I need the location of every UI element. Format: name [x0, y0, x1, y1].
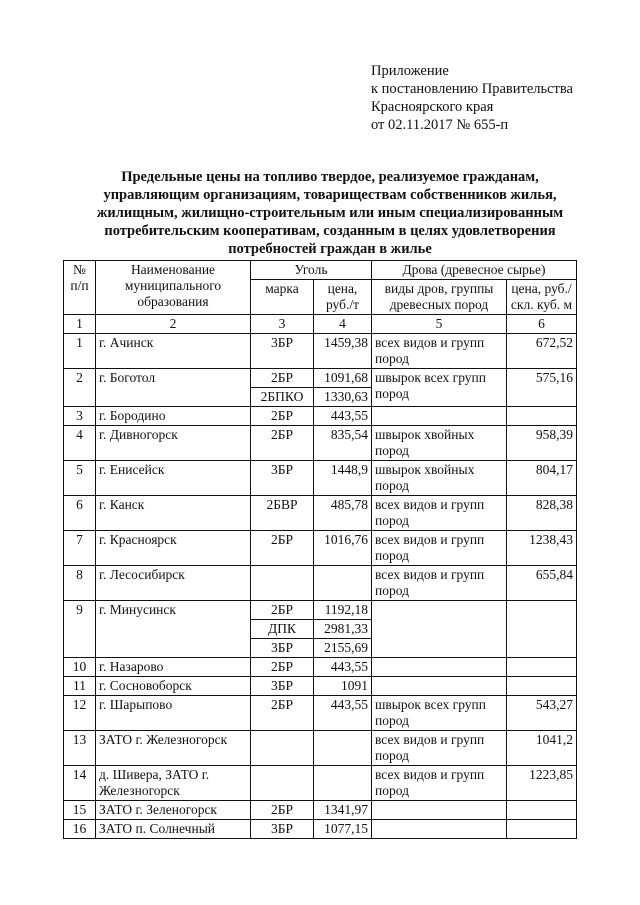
table-row — [64, 407, 577, 426]
coal-brand — [251, 566, 314, 601]
document-title — [60, 168, 600, 258]
table-row — [64, 766, 577, 801]
title-line: управляющим организациям, товариществам собственников жилья, — [103, 187, 557, 203]
wood-price — [507, 801, 577, 820]
wood-price: 575,16 — [507, 369, 577, 407]
table-row — [64, 820, 577, 839]
title-line: Предельные цены на топливо твердое, реализуемое гражданам, — [121, 169, 539, 185]
wood-price — [507, 658, 577, 677]
table-row — [64, 677, 577, 696]
coal-brand: 2БР — [251, 801, 314, 820]
row-number: 2 — [64, 369, 96, 407]
header-firewood: Дрова (древесное сырье) — [372, 261, 577, 280]
price-table — [63, 260, 577, 839]
coal-brand: 3БР — [251, 639, 314, 658]
row-number: 8 — [64, 566, 96, 601]
table-row — [64, 696, 577, 731]
wood-types: всех видов и групп пород — [372, 334, 507, 369]
wood-price — [507, 677, 577, 696]
coal-price: 443,55 — [314, 658, 372, 677]
wood-price: 543,27 — [507, 696, 577, 731]
municipality-name: ЗАТО г. Железногорск — [96, 731, 251, 766]
wood-types — [372, 407, 507, 426]
coal-brand: 3БР — [251, 677, 314, 696]
appendix-block — [371, 62, 631, 134]
row-number: 13 — [64, 731, 96, 766]
table-row — [64, 369, 577, 388]
coal-brand: 3БР — [251, 334, 314, 369]
municipality-name: д. Шивера, ЗАТО г. Железногорск — [96, 766, 251, 801]
wood-types — [372, 801, 507, 820]
municipality-name: г. Ачинск — [96, 334, 251, 369]
table-row — [64, 334, 577, 369]
row-number: 3 — [64, 407, 96, 426]
wood-types: всех видов и групп пород — [372, 531, 507, 566]
coal-price: 2981,33 — [314, 620, 372, 639]
wood-price: 1238,43 — [507, 531, 577, 566]
column-number: 4 — [314, 315, 372, 334]
municipality-name: г. Дивногорск — [96, 426, 251, 461]
coal-brand: 2БР — [251, 369, 314, 388]
header-name: Наименование муниципального образования — [96, 261, 251, 315]
wood-types: швырок всех групп пород — [372, 369, 507, 407]
municipality-name: г. Лесосибирск — [96, 566, 251, 601]
wood-types: швырок всех групп пород — [372, 696, 507, 731]
table-row — [64, 801, 577, 820]
wood-price — [507, 407, 577, 426]
row-number: 10 — [64, 658, 96, 677]
row-number: 12 — [64, 696, 96, 731]
coal-price: 1077,15 — [314, 820, 372, 839]
appendix-line: от 02.11.2017 № 655-п — [371, 117, 509, 133]
row-number: 11 — [64, 677, 96, 696]
coal-brand: 2БР — [251, 658, 314, 677]
municipality-name: ЗАТО п. Солнечный — [96, 820, 251, 839]
table-row — [64, 566, 577, 601]
coal-brand: 3БР — [251, 820, 314, 839]
coal-price: 1192,18 — [314, 601, 372, 620]
coal-price: 1091 — [314, 677, 372, 696]
municipality-name: ЗАТО г. Зеленогорск — [96, 801, 251, 820]
column-number: 1 — [64, 315, 96, 334]
coal-brand: 2БР — [251, 531, 314, 566]
table-row — [64, 731, 577, 766]
coal-brand — [251, 731, 314, 766]
table-row — [64, 426, 577, 461]
row-number: 5 — [64, 461, 96, 496]
wood-price: 828,38 — [507, 496, 577, 531]
coal-brand: ДПК — [251, 620, 314, 639]
column-number: 6 — [507, 315, 577, 334]
coal-price — [314, 731, 372, 766]
table-row — [64, 461, 577, 496]
wood-types: всех видов и групп пород — [372, 766, 507, 801]
coal-price: 1459,38 — [314, 334, 372, 369]
header-coal: Уголь — [251, 261, 372, 280]
wood-types: всех видов и групп пород — [372, 731, 507, 766]
municipality-name: г. Назарово — [96, 658, 251, 677]
wood-types — [372, 658, 507, 677]
coal-brand: 2БР — [251, 601, 314, 620]
municipality-name: г. Енисейск — [96, 461, 251, 496]
wood-price: 655,84 — [507, 566, 577, 601]
table-row — [64, 658, 577, 677]
table-row — [64, 601, 577, 620]
coal-price — [314, 566, 372, 601]
municipality-name: г. Боготол — [96, 369, 251, 407]
wood-price — [507, 601, 577, 658]
row-number: 15 — [64, 801, 96, 820]
coal-price: 1091,68 — [314, 369, 372, 388]
coal-price: 835,54 — [314, 426, 372, 461]
header-coal-brand: марка — [251, 280, 314, 315]
wood-price — [507, 820, 577, 839]
wood-types — [372, 820, 507, 839]
coal-brand: 2БВР — [251, 496, 314, 531]
wood-price: 672,52 — [507, 334, 577, 369]
municipality-name: г. Минусинск — [96, 601, 251, 658]
municipality-name: г. Шарыпово — [96, 696, 251, 731]
municipality-name: г. Канск — [96, 496, 251, 531]
coal-price: 1016,76 — [314, 531, 372, 566]
column-number-row — [64, 315, 577, 334]
table-row — [64, 531, 577, 566]
appendix-line: Приложение — [371, 63, 449, 79]
column-number: 5 — [372, 315, 507, 334]
wood-types: швырок хвойных пород — [372, 461, 507, 496]
header-wood-price: цена, руб./скл. куб. м — [507, 280, 577, 315]
wood-price: 1041,2 — [507, 731, 577, 766]
table-row — [64, 496, 577, 531]
wood-types — [372, 677, 507, 696]
coal-price: 1330,63 — [314, 388, 372, 407]
municipality-name: г. Бородино — [96, 407, 251, 426]
title-line: потребительским кооперативам, созданным в целях удовлетворения — [104, 223, 556, 239]
appendix-line: Красноярского края — [371, 99, 494, 115]
header-wood-types: виды дров, группы древесных пород — [372, 280, 507, 315]
row-number: 16 — [64, 820, 96, 839]
coal-brand: 2БПКО — [251, 388, 314, 407]
row-number: 14 — [64, 766, 96, 801]
municipality-name: г. Красноярск — [96, 531, 251, 566]
wood-price: 958,39 — [507, 426, 577, 461]
row-number: 4 — [64, 426, 96, 461]
coal-price: 2155,69 — [314, 639, 372, 658]
coal-brand: 3БР — [251, 461, 314, 496]
column-number: 3 — [251, 315, 314, 334]
coal-brand: 2БР — [251, 407, 314, 426]
wood-types: швырок хвойных пород — [372, 426, 507, 461]
coal-price: 443,55 — [314, 696, 372, 731]
header-num: № п/п — [64, 261, 96, 315]
appendix-line: к постановлению Правительства — [371, 81, 573, 97]
wood-types: всех видов и групп пород — [372, 566, 507, 601]
coal-brand — [251, 766, 314, 801]
coal-price — [314, 766, 372, 801]
row-number: 7 — [64, 531, 96, 566]
coal-price: 1341,97 — [314, 801, 372, 820]
wood-types — [372, 601, 507, 658]
header-row-top — [64, 261, 577, 280]
wood-types: всех видов и групп пород — [372, 496, 507, 531]
coal-brand: 2БР — [251, 696, 314, 731]
coal-brand: 2БР — [251, 426, 314, 461]
coal-price: 1448,9 — [314, 461, 372, 496]
row-number: 9 — [64, 601, 96, 658]
municipality-name: г. Сосновоборск — [96, 677, 251, 696]
row-number: 1 — [64, 334, 96, 369]
title-line: потребностей граждан в жилье — [228, 241, 432, 257]
wood-price: 804,17 — [507, 461, 577, 496]
header-coal-price: цена, руб./т — [314, 280, 372, 315]
title-line: жилищным, жилищно-строительным или иным специализированным — [96, 205, 564, 221]
wood-price: 1223,85 — [507, 766, 577, 801]
row-number: 6 — [64, 496, 96, 531]
coal-price: 443,55 — [314, 407, 372, 426]
coal-price: 485,78 — [314, 496, 372, 531]
column-number: 2 — [96, 315, 251, 334]
